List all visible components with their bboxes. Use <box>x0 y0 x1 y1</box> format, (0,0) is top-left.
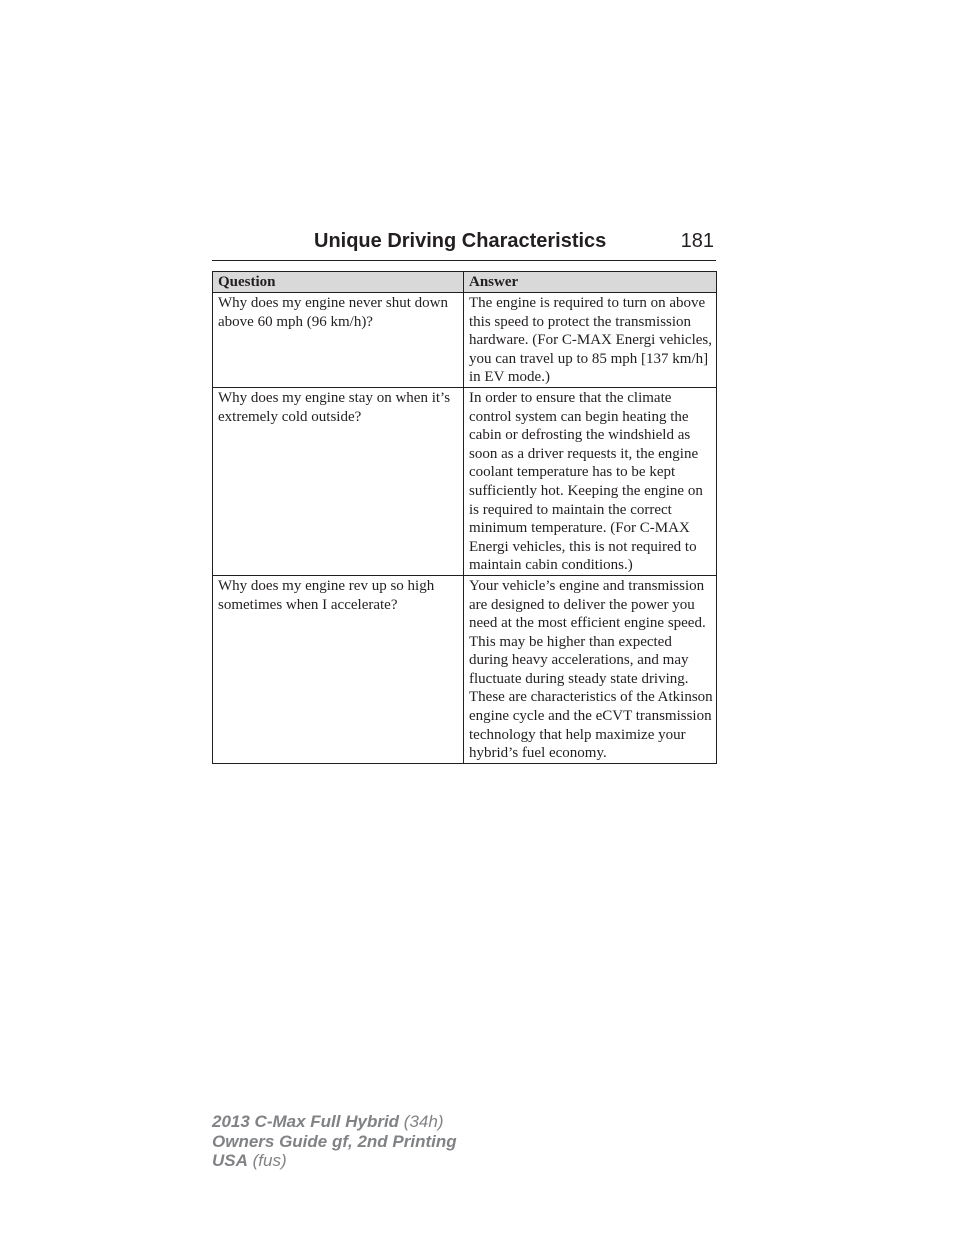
footer-market-code: (fus) <box>252 1151 287 1170</box>
question-cell: Why does my engine stay on when it’s extremely cold outside? <box>213 387 464 575</box>
footer-line-3 <box>212 1151 457 1171</box>
answer-cell: Your vehicle’s engine and transmission are designed to deliver the power you need at the most efficient engine speed. This may be higher than expected during heavy accelerations, and may fluctuate during steady state driving. These are characteristics of the Atkinson engine cycle and the eCVT transmission technology that help maximize your hybrid’s fuel economy. <box>464 575 717 763</box>
table-row <box>213 387 717 575</box>
faq-table <box>212 271 717 764</box>
question-cell: Why does my engine never shut down above 60 mph (96 km/h)? <box>213 293 464 388</box>
footer-model: 2013 C-Max Full Hybrid <box>212 1112 400 1131</box>
table-row <box>213 575 717 763</box>
page-title: Unique Driving Characteristics <box>314 230 607 252</box>
column-header-question: Question <box>213 272 464 293</box>
answer-cell: The engine is required to turn on above this speed to protect the transmission hardware. (For C-MAX Energi vehicles, you can travel up to 85 mph [137 km/h] in EV mode.) <box>464 293 717 388</box>
table-row <box>213 293 717 388</box>
answer-cell: In order to ensure that the climate control system can begin heating the cabin or defrosting the windshield as soon as a driver requests it, the engine coolant temperature has to be kept sufficiently hot. Keeping the engine on is required to maintain the correct minimum temperature. (For C-MAX Energi vehicles, this is not required to maintain cabin conditions.) <box>464 387 717 575</box>
footer-line-2 <box>212 1132 457 1152</box>
page-header <box>212 229 716 261</box>
table-header-row <box>213 272 717 293</box>
footer-guide-edition: Owners Guide gf, 2nd Printing <box>212 1131 457 1151</box>
document-footer <box>212 1112 457 1171</box>
footer-line-1 <box>212 1112 457 1132</box>
column-header-answer: Answer <box>464 272 717 293</box>
question-cell: Why does my engine rev up so high sometimes when I accelerate? <box>213 575 464 763</box>
page-number: 181 <box>680 230 714 252</box>
footer-model-code: (34h) <box>403 1112 444 1131</box>
footer-market: USA <box>212 1151 248 1170</box>
